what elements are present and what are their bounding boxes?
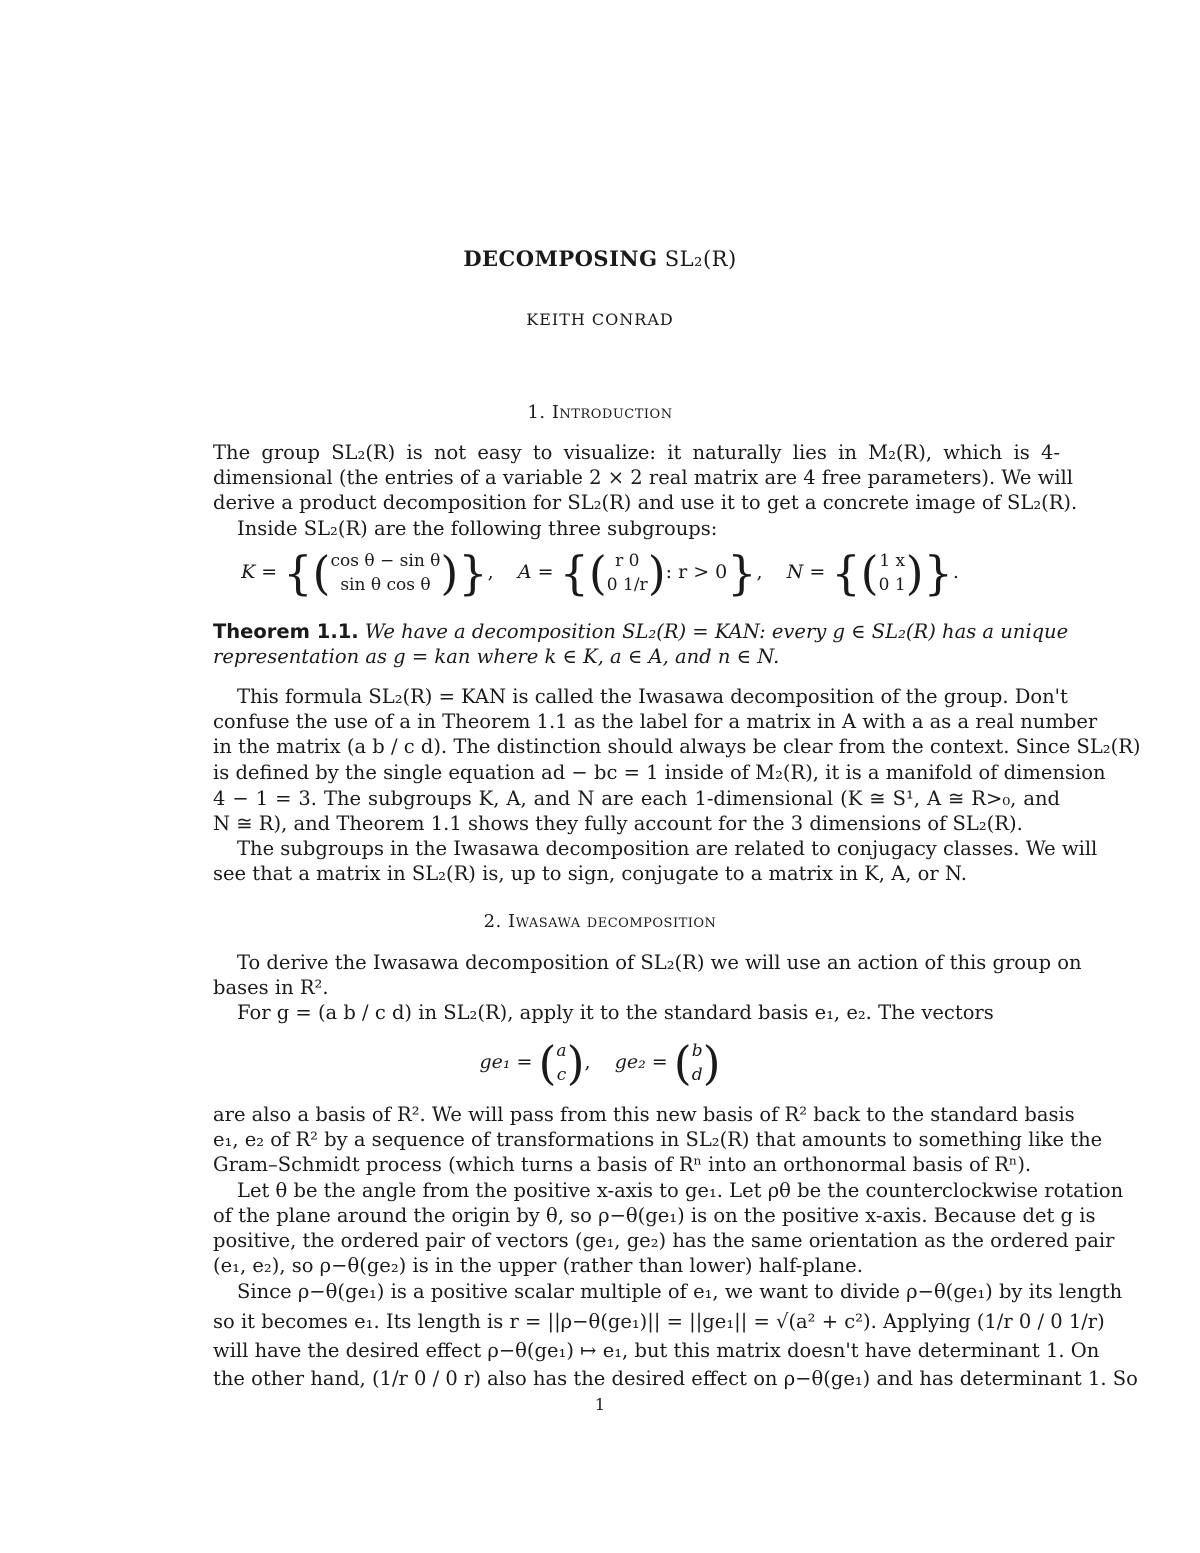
subgroups-equation: K = {(cos θ − sin θ sin θ cos θ )}, A = {( r 0 0 1/r): r > 0}, N = {(1 x 0 1)}. (241, 546, 959, 600)
section-2-heading: 2. Iwasawa decomposition (483, 911, 717, 932)
theta-line-1: Let θ be the angle from the positive x-axis to ge₁. Let ρθ be the counterclockwise rotation (237, 1179, 1124, 1202)
theta-line-4: (e₁, e₂), so ρ−θ(ge₂) is in the upper (rather than lower) half-plane. (213, 1254, 863, 1277)
k-matrix: cos θ − sin θ sin θ cos θ (330, 551, 441, 595)
section-1-heading: 1. Introduction (527, 402, 673, 423)
derive-line-1: To derive the Iwasawa decomposition of SL₂(R) we will use an action of this group on (237, 951, 1082, 974)
ge1-vector: a c (556, 1041, 567, 1085)
title-main: DECOMPOSING (463, 246, 658, 271)
since-line-2: so it becomes e₁. Its length is r = ||ρ−θ(ge₁)|| = ||ge₁|| = √(a² + c²). Applying (1/r 0 / 0 1/r) (213, 1310, 1105, 1333)
since-line-1: Since ρ−θ(ge₁) is a positive scalar multiple of e₁, we want to divide ρ−θ(ge₁) by its length (237, 1280, 1123, 1303)
intro-line-2: dimensional (the entries of a variable 2 × 2 real matrix are 4 free parameters). We will (213, 466, 1074, 489)
theorem-line-1: Theorem 1.1. We have a decomposition SL₂(R) = KAN: every g ∈ SL₂(R) has a unique (213, 620, 1069, 643)
vectors-equation: ge₁ = (a c), ge₂ = (b d) (479, 1036, 721, 1090)
ge2-vector: b d (691, 1041, 703, 1085)
n-matrix: 1 x 0 1 (878, 551, 906, 595)
iwasawa-line-2: confuse the use of a in Theorem 1.1 as the label for a matrix in A with a as a real number (213, 710, 1098, 733)
basis-line-3: Gram–Schmidt process (which turns a basis of Rⁿ into an orthonormal basis of Rⁿ). (213, 1153, 1032, 1176)
iwasawa-line-4: is defined by the single equation ad − bc = 1 inside of M₂(R), it is a manifold of dimension (213, 761, 1106, 784)
iwasawa-line-5: 4 − 1 = 3. The subgroups K, A, and N are each 1-dimensional (K ≅ S¹, A ≅ R>₀, and (213, 787, 1060, 810)
conj-line-1: The subgroups in the Iwasawa decomposition are related to conjugacy classes. We will (237, 837, 1098, 860)
paper-title (0, 246, 1200, 271)
for-g-line: For g = (a b / c d) in SL₂(R), apply it to the standard basis e₁, e₂. The vectors (237, 1001, 994, 1024)
subgroups-intro: Inside SL₂(R) are the following three subgroups: (237, 517, 718, 540)
iwasawa-line-1: This formula SL₂(R) = KAN is called the Iwasawa decomposition of the group. Don't (237, 685, 1068, 708)
author-name: KEITH CONRAD (526, 310, 674, 329)
conj-line-2: see that a matrix in SL₂(R) is, up to sign, conjugate to a matrix in K, A, or N. (213, 862, 967, 885)
intro-line-1: The group SL₂(R) is not easy to visualize: it naturally lies in M₂(R), which is 4- (213, 441, 1060, 464)
basis-line-2: e₁, e₂ of R² by a sequence of transformations in SL₂(R) that amounts to something like the (213, 1128, 1103, 1151)
theta-line-3: positive, the ordered pair of vectors (ge₁, ge₂) has the same orientation as the ordered pair (213, 1229, 1115, 1252)
a-matrix: r 0 0 1/r (606, 551, 648, 595)
iwasawa-line-3: in the matrix (a b / c d). The distinction should always be clear from the context. Since SL₂(R) (213, 735, 1141, 758)
basis-line-1: are also a basis of R². We will pass from this new basis of R² back to the standard basis (213, 1103, 1075, 1126)
title-group: SL₂(R) (664, 247, 737, 271)
since-line-3: will have the desired effect ρ−θ(ge₁) ↦ e₁, but this matrix doesn't have determinant 1. On (213, 1339, 1100, 1362)
theorem-line-2: representation as g = kan where k ∈ K, a ∈ A, and n ∈ N. (213, 645, 780, 668)
iwasawa-line-6: N ≅ R), and Theorem 1.1 shows they fully account for the 3 dimensions of SL₂(R). (213, 812, 1023, 835)
page-number: 1 (594, 1395, 606, 1414)
since-line-4: the other hand, (1/r 0 / 0 r) also has the desired effect on ρ−θ(ge₁) and has determinant 1. So (213, 1367, 1138, 1390)
theta-line-2: of the plane around the origin by θ, so ρ−θ(ge₁) is on the positive x-axis. Because det g is (213, 1204, 1096, 1227)
intro-line-3: derive a product decomposition for SL₂(R) and use it to get a concrete image of SL₂(R). (213, 491, 1078, 514)
derive-line-2: bases in R². (213, 976, 329, 999)
